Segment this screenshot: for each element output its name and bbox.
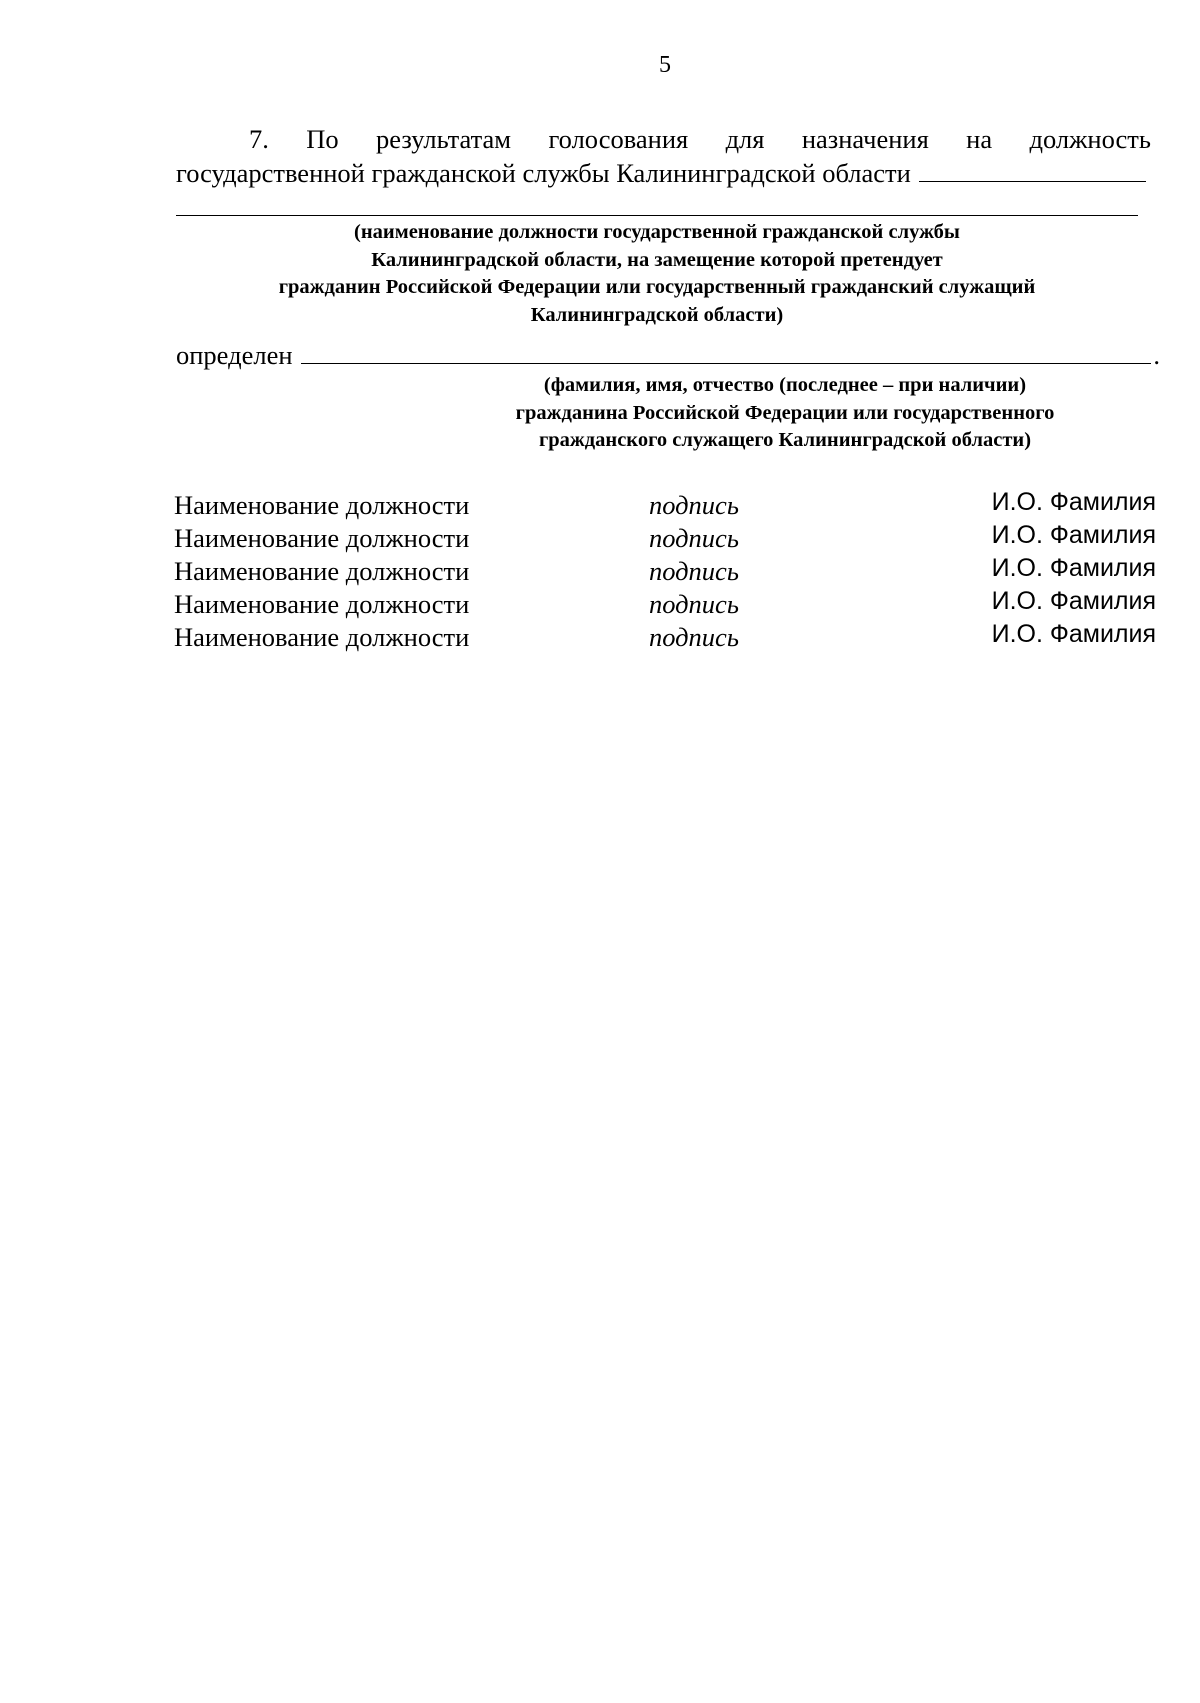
determined-label: определен bbox=[176, 340, 293, 370]
signer-name: И.О. Фамилия bbox=[991, 620, 1156, 648]
paragraph-word: назначения bbox=[801, 124, 929, 154]
fio-blank-line bbox=[301, 339, 1152, 364]
signer-position: Наименование должности bbox=[174, 589, 470, 619]
signature-placeholder: подпись bbox=[649, 622, 739, 652]
signer-position: Наименование должности bbox=[174, 556, 470, 586]
signer-position: Наименование должности bbox=[174, 622, 470, 652]
signature-placeholder: подпись bbox=[649, 556, 739, 586]
signer-position: Наименование должности bbox=[174, 523, 470, 553]
fio-caption-line: гражданина Российской Федерации или государственного bbox=[515, 401, 1055, 424]
paragraph-word: для bbox=[725, 124, 765, 154]
paragraph-word: на bbox=[966, 124, 993, 154]
position-caption-line: Калининградской области) bbox=[530, 303, 784, 326]
signer-name: И.О. Фамилия bbox=[991, 488, 1156, 516]
paragraph-word: По bbox=[306, 124, 339, 154]
signer-name: И.О. Фамилия bbox=[991, 587, 1156, 615]
position-caption bbox=[176, 219, 1138, 329]
position-caption-line: Калининградской области, на замещение которой претендует bbox=[371, 248, 943, 271]
paragraph-word: голосования bbox=[548, 124, 689, 154]
paragraph-word: должность bbox=[1029, 124, 1151, 154]
paragraph-line-1 bbox=[176, 122, 1151, 156]
position-blank-full-line bbox=[176, 215, 1138, 216]
signer-name: И.О. Фамилия bbox=[991, 554, 1156, 582]
position-blank-line bbox=[919, 157, 1146, 182]
determined-end-mark: . bbox=[1153, 340, 1160, 370]
signature-placeholder: подпись bbox=[649, 523, 739, 553]
signer-name: И.О. Фамилия bbox=[991, 521, 1156, 549]
signature-row bbox=[174, 490, 1164, 523]
determined-row bbox=[176, 338, 1160, 372]
signer-position: Наименование должности bbox=[174, 490, 470, 520]
signature-block bbox=[174, 490, 1164, 655]
page-number: 5 bbox=[659, 52, 671, 78]
paragraph-word: результатам bbox=[376, 124, 512, 154]
paragraph-line-2 bbox=[176, 156, 1151, 190]
signature-row bbox=[174, 556, 1164, 589]
position-caption-line: (наименование должности государственной гражданской службы bbox=[354, 221, 960, 243]
fio-caption-line: гражданского служащего Калининградской области) bbox=[538, 429, 1032, 451]
signature-placeholder: подпись bbox=[649, 589, 739, 619]
paragraph-7 bbox=[176, 122, 1151, 190]
paragraph-line-2-text: государственной гражданской службы Калининградской области bbox=[176, 158, 911, 188]
signature-row bbox=[174, 622, 1164, 655]
position-caption-line: гражданин Российской Федерации или государственный гражданский служащий bbox=[278, 276, 1036, 298]
fio-caption bbox=[390, 372, 1180, 455]
fio-caption-line: (фамилия, имя, отчество (последнее – при наличии) bbox=[543, 374, 1027, 396]
signature-row bbox=[174, 523, 1164, 556]
paragraph-word: 7. bbox=[249, 124, 269, 154]
signature-row bbox=[174, 589, 1164, 622]
signature-placeholder: подпись bbox=[649, 490, 739, 520]
